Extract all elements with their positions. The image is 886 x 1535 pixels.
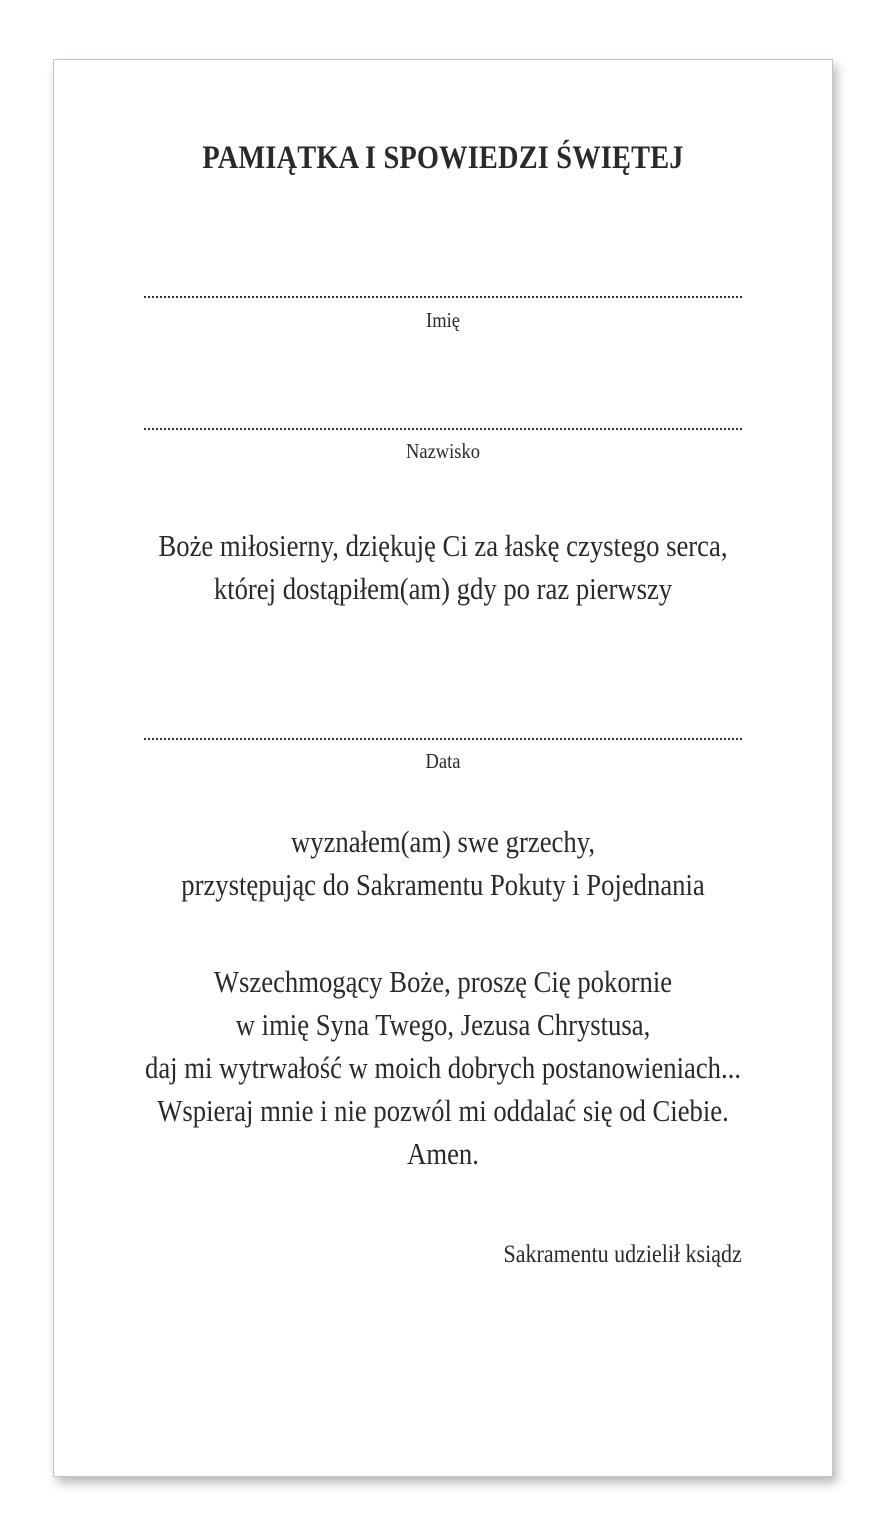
priest-signature-label: Sakramentu udzielił ksiądz — [503, 1241, 742, 1268]
prayer-line: Amen. — [407, 1136, 479, 1171]
prayer-line: daj mi wytrwałość w moich dobrych postanowieniach... — [144, 1050, 742, 1085]
surname-dotted-line[interactable] — [144, 428, 742, 430]
paragraph-line: Boże miłosierny, dziękuję Ci za łaskę czystego serca, — [158, 528, 728, 563]
thanksgiving-paragraph — [108, 524, 777, 610]
prayer-line: Wszechmogący Boże, proszę Cię pokornie — [213, 964, 673, 999]
paragraph-line: której dostąpiłem(am) gdy po raz pierwszy — [213, 571, 673, 606]
confession-paragraph — [108, 820, 777, 906]
paragraph-line: przystępując do Sakramentu Pokuty i Pojednania — [181, 867, 705, 902]
prayer-line: w imię Syna Twego, Jezusa Chrystusa, — [235, 1007, 651, 1042]
date-label: Data — [425, 749, 461, 773]
commemoration-card — [53, 59, 833, 1477]
surname-label: Nazwisko — [406, 439, 480, 463]
prayer-paragraph — [108, 960, 777, 1175]
card-title: PAMIĄTKA I SPOWIEDZI ŚWIĘTEJ — [202, 140, 684, 176]
date-dotted-line[interactable] — [144, 738, 742, 740]
paragraph-line: wyznałem(am) swe grzechy, — [291, 824, 595, 859]
name-label: Imię — [426, 308, 460, 332]
name-dotted-line[interactable] — [144, 296, 742, 298]
prayer-line: Wspieraj mnie i nie pozwól mi oddalać się od Ciebie. — [157, 1093, 729, 1128]
